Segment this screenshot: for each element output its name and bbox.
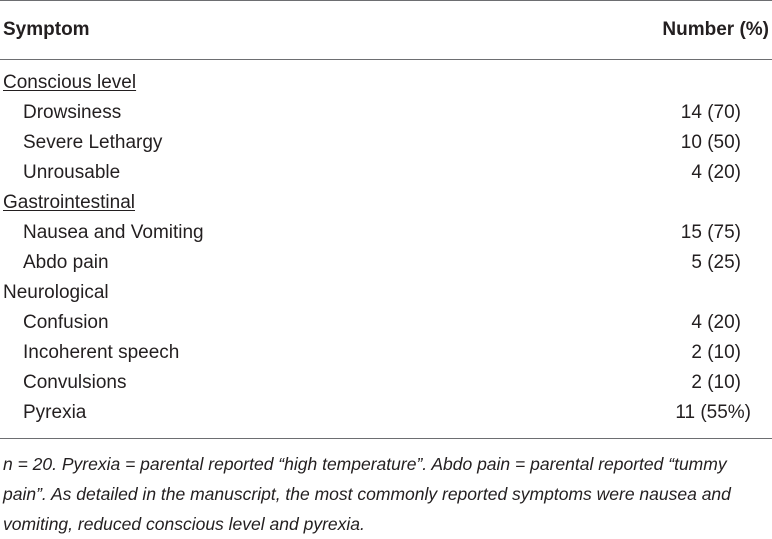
table-row [0,338,772,368]
table-row [0,158,772,188]
symptom-label: Drowsiness [23,102,122,123]
header-symptom: Symptom [3,19,90,40]
symptom-label: Severe Lethargy [23,132,163,153]
table-row [0,128,772,158]
table-footnote: n = 20. Pyrexia = parental reported “high temperature”. Abdo pain = parental reported “tummy pain”. As detailed in the manuscript, the most commonly reported symptoms were nausea and vomiting, reduced conscious level and pyrexia. [3,454,731,534]
number-value: 2 (10) [691,372,741,393]
table-row [0,308,772,338]
table-row [0,218,772,248]
table-row [0,368,772,398]
symptom-label: Pyrexia [23,402,87,423]
number-value: 14 (70) [680,102,741,123]
number-value: 11 (55%) [675,402,751,423]
symptom-label: Confusion [23,312,109,333]
section-label: Conscious level [3,72,137,93]
symptom-label: Nausea and Vomiting [23,222,204,243]
header-rule [0,59,772,60]
section-label: Gastrointestinal [3,192,136,213]
section-row [0,68,772,98]
table-header-row [0,0,772,59]
number-value: 2 (10) [691,342,741,363]
number-value: 5 (25) [691,252,741,273]
bottom-rule [0,438,772,439]
section-row [0,188,772,218]
number-value: 15 (75) [680,222,741,243]
section-row [0,278,772,308]
table-body [0,68,772,428]
header-number-percent: Number (%) [662,19,769,40]
symptom-label: Unrousable [23,162,121,183]
symptom-label: Incoherent speech [23,342,180,363]
number-value: 4 (20) [691,162,741,183]
number-value: 4 (20) [691,312,741,333]
table-row [0,248,772,278]
table-row [0,398,772,428]
section-label: Neurological [3,282,109,303]
number-value: 10 (50) [680,132,741,153]
symptom-label: Convulsions [23,372,127,393]
table-row [0,98,772,128]
symptom-label: Abdo pain [23,252,109,273]
